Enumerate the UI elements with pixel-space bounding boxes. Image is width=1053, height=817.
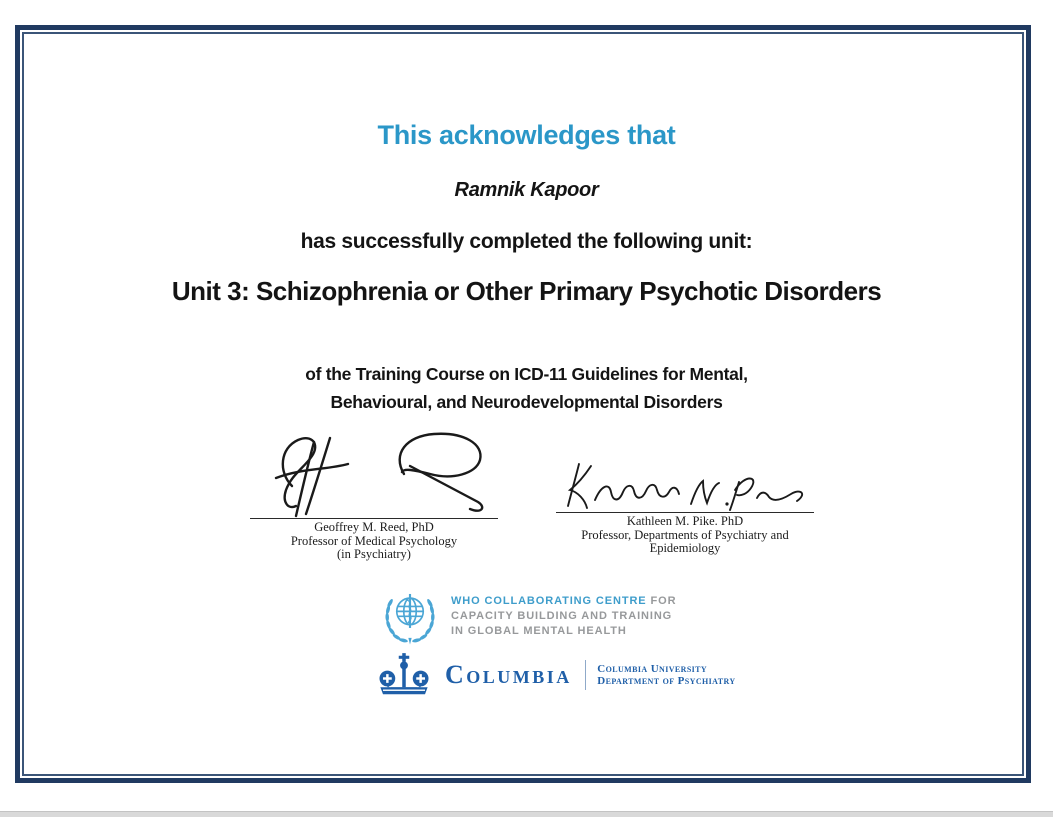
pike-signature-image <box>559 454 811 512</box>
course-description-line2: Behavioural, and Neurodevelopmental Disorders <box>330 392 723 412</box>
columbia-dept-line2: Department of Psychiatry <box>597 675 736 687</box>
pike-title-line1: Professor, Departments of Psychiatry and <box>581 527 789 542</box>
columbia-dept-line1: Columbia University <box>597 662 708 675</box>
who-text-line1-gray: FOR <box>646 595 677 607</box>
reed-signature-image <box>254 428 494 518</box>
reed-title-line2: (in Psychiatry) <box>337 547 411 561</box>
columbia-wordmark: Columbia <box>445 660 572 689</box>
course-description <box>0 360 1053 416</box>
window-bottom-strip <box>0 811 1053 817</box>
who-text <box>451 594 676 639</box>
signature-block-reed <box>250 428 498 562</box>
who-text-line1 <box>451 594 676 609</box>
recipient-name: Ramnik Kapoor <box>454 179 599 201</box>
who-text-line3: IN GLOBAL MENTAL HEALTH <box>451 625 627 637</box>
certificate-heading: This acknowledges that <box>377 120 676 150</box>
reed-name: Geoffrey M. Reed, PhD <box>314 520 434 534</box>
pike-title-line2: Epidemiology <box>649 541 721 555</box>
columbia-dept-text <box>597 663 735 688</box>
unit-title: Unit 3: Schizophrenia or Other Primary Psychotic Disorders <box>171 276 882 306</box>
who-logo-icon <box>381 588 439 648</box>
reed-title-line1: Professor of Medical Psychology <box>290 533 458 548</box>
columbia-block <box>376 652 736 698</box>
columbia-crown-icon <box>376 652 432 698</box>
pike-signature-line <box>556 512 814 513</box>
who-block <box>381 588 676 648</box>
who-text-line1-blue: WHO COLLABORATING CENTRE <box>451 595 647 607</box>
signature-block-pike <box>556 454 814 556</box>
who-text-line2: CAPACITY BUILDING AND TRAINING <box>451 610 673 622</box>
columbia-divider <box>585 660 587 690</box>
pike-name: Kathleen M. Pike. PhD <box>626 514 744 528</box>
completion-statement: has successfully completed the following unit: <box>300 230 753 253</box>
course-description-line1: of the Training Course on ICD-11 Guidelines for Mental, <box>305 364 748 384</box>
reed-signature-line <box>250 518 498 519</box>
